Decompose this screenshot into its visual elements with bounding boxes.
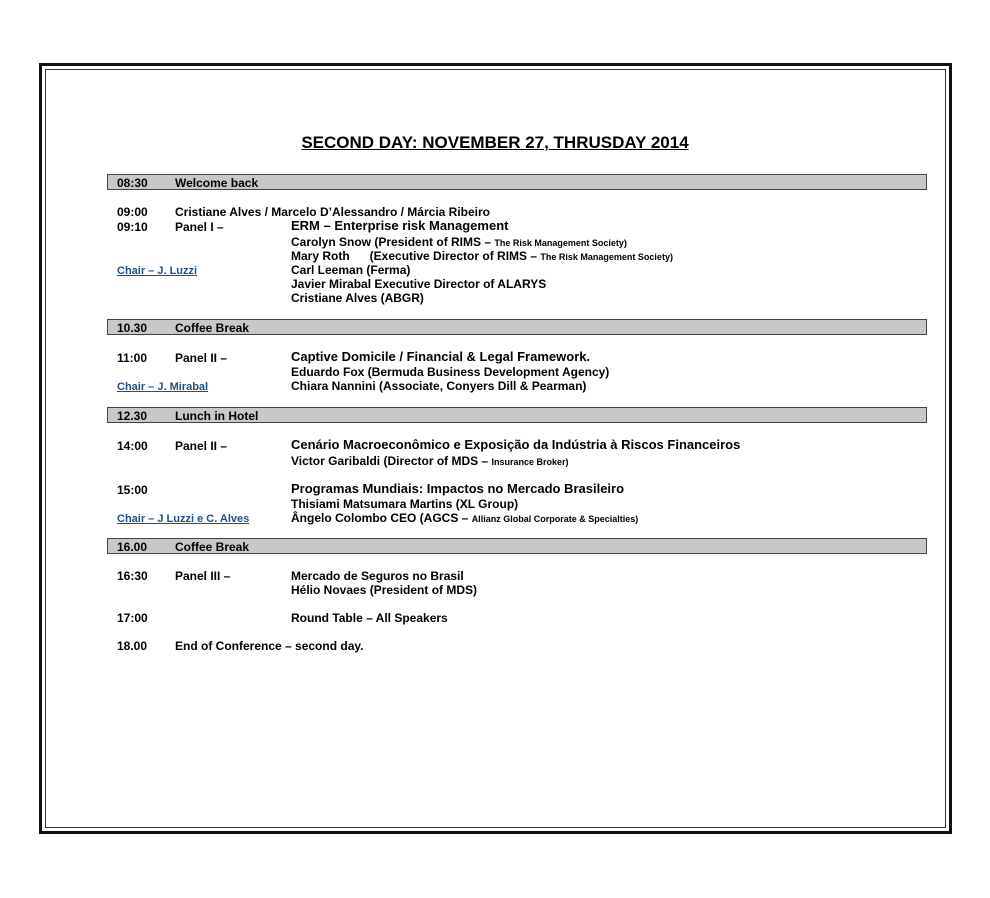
- opening-time: 09:00: [117, 205, 148, 219]
- break-label: Lunch in Hotel: [175, 409, 259, 423]
- session1500-topic: Programas Mundiais: Impactos no Mercado Brasileiro: [291, 481, 625, 496]
- break-bar-coffee-2: [107, 538, 927, 554]
- panel2b-topic: Cenário Macroeconômico e Exposição da Indústria à Riscos Financeiros: [291, 437, 741, 452]
- panel2-time: 11:00: [117, 351, 148, 365]
- break-bar-lunch: [107, 407, 927, 423]
- opening-speakers: Cristiane Alves / Marcelo D’Alessandro / Márcia Ribeiro: [175, 205, 490, 219]
- roundtable-topic: Round Table – All Speakers: [291, 611, 448, 625]
- panel1-time: 09:10: [117, 220, 148, 234]
- panel1-speaker: Carolyn Snow (President of RIMS – The Risk Management Society): [291, 235, 627, 249]
- session1500-speaker: Thisiami Matsumara Martins (XL Group): [291, 497, 519, 511]
- panel3-time: 16:30: [117, 569, 148, 583]
- panel2-speaker: Eduardo Fox (Bermuda Business Development Agency): [291, 365, 610, 379]
- panel1-speaker: Cristiane Alves (ABGR): [291, 291, 424, 305]
- panel2b-time: 14:00: [117, 439, 148, 453]
- panel2b-speaker: Victor Garibaldi (Director of MDS – Insurance Broker): [291, 454, 569, 468]
- break-time: 16.00: [117, 540, 148, 554]
- panel3-label: Panel III –: [175, 569, 231, 583]
- chair-link-luzzi[interactable]: Chair – J. Luzzi: [117, 265, 198, 277]
- session1500-time: 15:00: [117, 483, 148, 497]
- chair-link-luzzi-alves[interactable]: Chair – J Luzzi e C. Alves: [117, 513, 250, 525]
- end-time: 18.00: [117, 639, 148, 653]
- panel1-speaker: Mary Roth (Executive Director of RIMS – The Risk Management Society): [291, 249, 673, 263]
- panel2-label: Panel II –: [175, 351, 228, 365]
- end-label: End of Conference – second day.: [175, 639, 364, 653]
- session1500-speaker: Ângelo Colombo CEO (AGCS – Allianz Global Corporate & Specialties): [291, 511, 639, 525]
- break-label: Coffee Break: [175, 321, 250, 335]
- panel2-topic: Captive Domicile / Financial & Legal Framework.: [291, 349, 591, 364]
- panel1-label: Panel I –: [175, 220, 224, 234]
- roundtable-time: 17:00: [117, 611, 148, 625]
- break-time: 08:30: [117, 176, 148, 190]
- panel2-speaker: Chiara Nannini (Associate, Conyers Dill & Pearman): [291, 379, 587, 393]
- panel1-speaker: Javier Mirabal Executive Director of ALARYS: [291, 277, 547, 291]
- panel1-speaker: Carl Leeman (Ferma): [291, 263, 411, 277]
- break-bar-welcome: [107, 174, 927, 190]
- break-time: 12.30: [117, 409, 148, 423]
- chair-link-mirabal[interactable]: Chair – J. Mirabal: [117, 381, 209, 393]
- break-time: 10.30: [117, 321, 148, 335]
- page-title: SECOND DAY: NOVEMBER 27, THRUSDAY 2014: [301, 133, 689, 152]
- break-label: Welcome back: [175, 176, 259, 190]
- panel2b-label: Panel II –: [175, 439, 228, 453]
- panel1-topic: ERM – Enterprise risk Management: [291, 218, 509, 233]
- break-label: Coffee Break: [175, 540, 250, 554]
- panel3-speaker: Hélio Novaes (President of MDS): [291, 583, 478, 597]
- break-bar-coffee-1: [107, 319, 927, 335]
- panel3-topic: Mercado de Seguros no Brasil: [291, 569, 464, 583]
